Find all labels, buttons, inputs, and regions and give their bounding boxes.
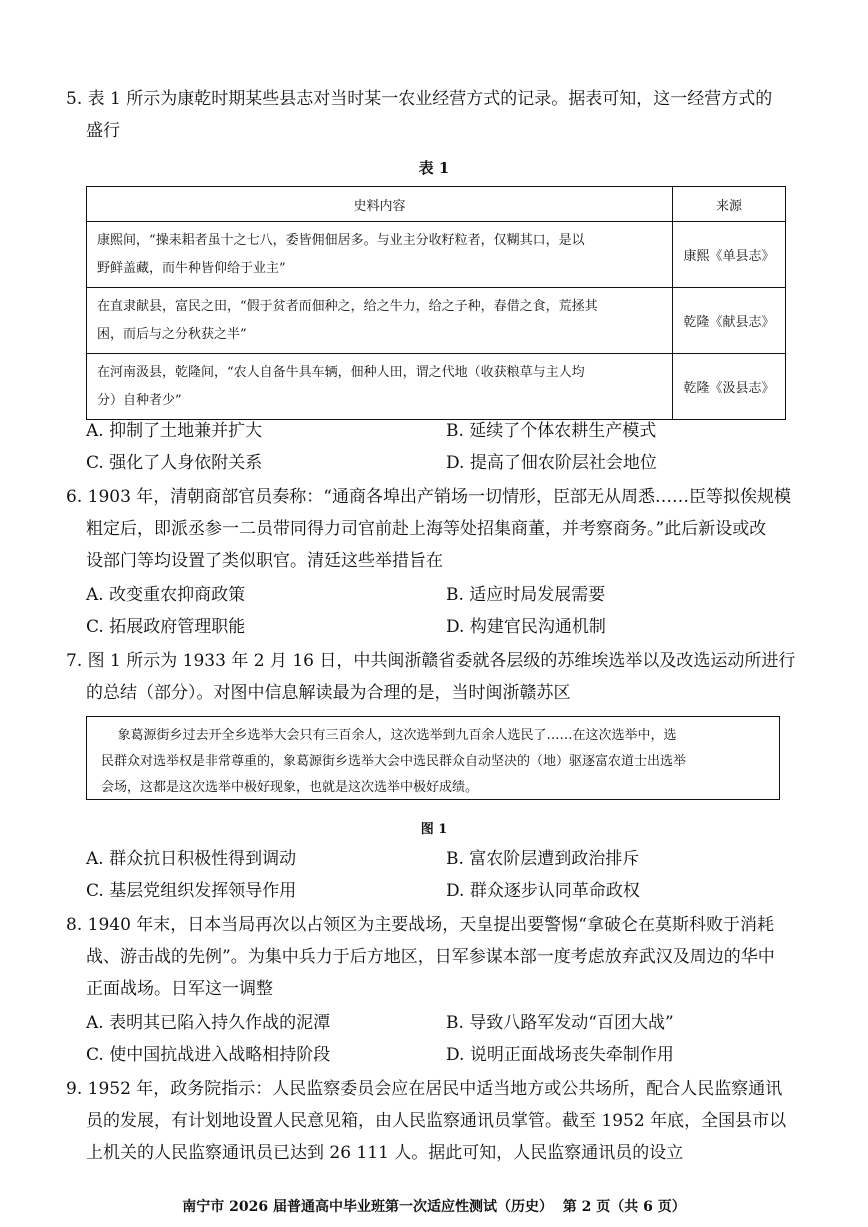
table-cell-line: 康熙间，“操耒耜者虽十之七八，委皆佣佃居多。与业主分收籽粒者，仅糊其口，是以: [97, 232, 585, 248]
table-row: [87, 288, 786, 354]
q6-option-d[interactable]: D. 构建官民沟通机制: [446, 617, 606, 637]
page-footer: 南宁市 2026 届普通高中毕业班第一次适应性测试（历史） 第 2 页（共 6 页）: [182, 1199, 686, 1215]
q8-option-c[interactable]: C. 使中国抗战进入战略相持阶段: [86, 1045, 331, 1065]
q5-stem-line2: 盛行: [86, 121, 120, 141]
table-header-source: 来源: [673, 187, 786, 222]
q7-option-a[interactable]: A. 群众抗日积极性得到调动: [86, 849, 297, 869]
table-cell-content: [87, 222, 673, 288]
source-table: [86, 186, 786, 420]
table-cell-line: 分）自种者少”: [97, 392, 182, 408]
q6-stem-line3: 设部门等均设置了类似职官。清廷这些举措旨在: [86, 551, 443, 571]
q7-stem-line2: 的总结（部分）。对图中信息解读最为合理的是，当时闽浙赣苏区: [86, 683, 571, 703]
table-cell-line: 困，而后与之分秋获之半”: [97, 326, 247, 342]
table-caption: 表 1: [418, 159, 450, 177]
q8-option-b[interactable]: B. 导致八路军发动“百团大战”: [446, 1013, 674, 1033]
q6-option-c[interactable]: C. 拓展政府管理职能: [86, 617, 246, 637]
q5-option-a[interactable]: A. 抑制了土地兼并扩大: [86, 421, 263, 441]
q5-option-d[interactable]: D. 提高了佃农阶层社会地位: [446, 453, 657, 473]
table-cell-content: [87, 354, 673, 420]
q9-stem-line1: 9. 1952 年，政务院指示：人民监察委员会应在居民中适当地方或公共场所，配合人民监察通讯: [66, 1079, 783, 1099]
table-cell-content: [87, 288, 673, 354]
quote-line: 会场，这都是这次选举中极好现象，也就是这次选举中极好成绩。: [101, 780, 479, 795]
table-cell-line: 在河南汲县，乾隆间，“农人自备牛具车辆，佃种人田，谓之代地（收获粮草与主人均: [97, 364, 585, 380]
table-row: [87, 354, 786, 420]
q8-option-d[interactable]: D. 说明正面战场丧失牵制作用: [446, 1045, 674, 1065]
q8-stem-line1: 8. 1940 年末，日本当局再次以占领区为主要战场，天皇提出要警惕“拿破仑在莫斯科败于消耗: [66, 915, 774, 935]
q7-option-d[interactable]: D. 群众逐步认同革命政权: [446, 881, 640, 901]
q7-stem-line1: 7. 图 1 所示为 1933 年 2 月 16 日，中共闽浙赣省委就各层级的苏维埃选举以及改选运动所进行: [66, 651, 796, 671]
table-cell-line: 在直隶献县，富民之田，“假于贫者而佃种之，给之牛力，给之子种，春借之食，荒拯其: [97, 298, 598, 314]
q8-option-a[interactable]: A. 表明其已陷入持久作战的泥潭: [86, 1013, 331, 1033]
q6-stem-line1: 6. 1903 年，清朝商部官员奏称：“通商各埠出产销场一切情形，臣部无从周悉……臣等拟俟规模: [66, 487, 791, 507]
q8-stem-line3: 正面战场。日军这一调整: [86, 979, 273, 999]
table-header-row: [87, 187, 786, 222]
table-header-content: 史料内容: [87, 187, 673, 222]
q6-option-a[interactable]: A. 改变重农抑商政策: [86, 585, 246, 605]
q5-option-b[interactable]: B. 延续了个体农耕生产模式: [446, 421, 657, 441]
q6-option-b[interactable]: B. 适应时局发展需要: [446, 585, 606, 605]
quote-box: [86, 716, 780, 800]
table-cell-source: 乾隆《献县志》: [673, 288, 786, 354]
table-cell-line: 野鲜盖藏，而牛种皆仰给于业主”: [97, 260, 286, 276]
table-cell-source: 康熙《单县志》: [673, 222, 786, 288]
figure-caption: 图 1: [420, 822, 448, 837]
q5-option-c[interactable]: C. 强化了人身依附关系: [86, 453, 263, 473]
table-row: [87, 222, 786, 288]
q5-stem-line1: 5. 表 1 所示为康乾时期某些县志对当时某一农业经营方式的记录。据表可知，这一经营方式的: [66, 89, 773, 109]
quote-line: 象葛源街乡过去开全乡选举大会只有三百余人，这次选举到九百余人选民了……在这次选举中，选: [101, 728, 677, 743]
q8-stem-line2: 战、游击战的先例”。为集中兵力于后方地区，日军参谋本部一度考虑放弃武汉及周边的华中: [86, 947, 775, 967]
q9-stem-line2: 员的发展，有计划地设置人民意见箱，由人民监察通讯员掌管。截至 1952 年底，全国县市以: [86, 1111, 787, 1131]
q9-stem-line3: 上机关的人民监察通讯员已达到 26 111 人。据此可知，人民监察通讯员的设立: [86, 1143, 684, 1163]
quote-line: 民群众对选举权是非常尊重的，象葛源街乡选举大会中选民群众自动坚决的（地）驱逐富农道士出选举: [101, 754, 687, 769]
q7-option-c[interactable]: C. 基层党组织发挥领导作用: [86, 881, 297, 901]
q7-option-b[interactable]: B. 富农阶层遭到政治排斥: [446, 849, 640, 869]
q6-stem-line2: 粗定后，即派丞参一二员带同得力司官前赴上海等处招集商董，并考察商务。”此后新设或改: [86, 519, 767, 539]
table-cell-source: 乾隆《汲县志》: [673, 354, 786, 420]
